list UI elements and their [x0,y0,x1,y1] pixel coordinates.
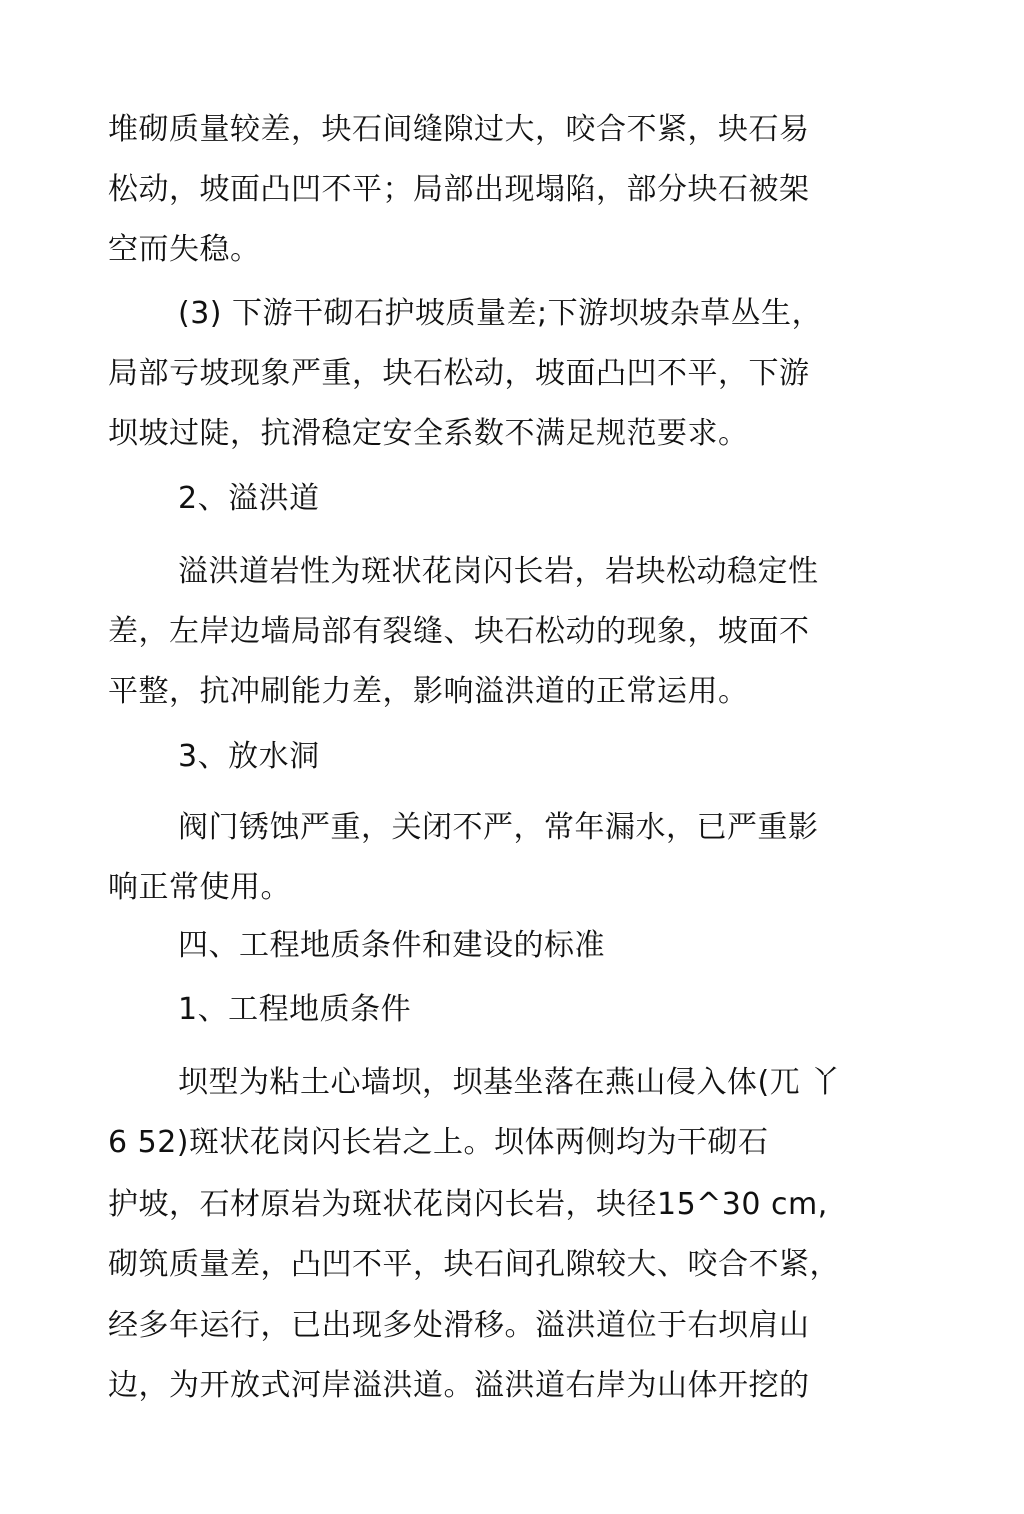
text-line: 阀门锈蚀严重，关闭不严，常年漏水，已严重影 [178,810,819,845]
text-line: 坝型为粘土心墙坝，坝基坐落在燕山侵入体(兀 丫 [178,1065,841,1100]
text-line: (3) 下游干砌石护坡质量差;下游坝坡杂草丛生， [178,296,823,331]
text-line: 砌筑质量差，凸凹不平，块石间孔隙较大、咬合不紧， [108,1247,840,1282]
text-line: 经多年运行，已出现多处滑移。溢洪道位于右坝肩山 [108,1308,810,1343]
text-line: 边，为开放式河岸溢洪道。溢洪道右岸为山体开挖的 [108,1368,810,1403]
text-line: 坝坡过陡，抗滑稳定安全系数不满足规范要求。 [108,416,749,451]
section-heading: 四、工程地质条件和建设的标准 [178,928,605,963]
text-line: 溢洪道岩性为斑状花岗闪长岩，岩块松动稳定性 [178,554,819,589]
text-line: 响正常使用。 [108,870,291,905]
text-line: 6 52)斑状花岗闪长岩之上。坝体两侧均为干砌石 [108,1125,769,1160]
text-line: 差，左岸边墙局部有裂缝、块石松动的现象，坡面不 [108,614,810,649]
text-line: 堆砌质量较差，块石间缝隙过大，咬合不紧，块石易 [108,112,810,147]
text-line: 空而失稳。 [108,232,261,267]
text-line: 护坡，石材原岩为斑状花岗闪长岩，块径15^30 cm, [108,1187,828,1222]
section-heading: 3、放水洞 [178,739,320,774]
section-heading: 1、工程地质条件 [178,992,412,1027]
section-heading: 2、溢洪道 [178,481,320,516]
text-line: 松动，坡面凸凹不平；局部出现塌陷，部分块石被架 [108,172,810,207]
text-line: 平整，抗冲刷能力差，影响溢洪道的正常运用。 [108,674,749,709]
text-line: 局部亏坡现象严重，块石松动，坡面凸凹不平，下游 [108,356,810,391]
